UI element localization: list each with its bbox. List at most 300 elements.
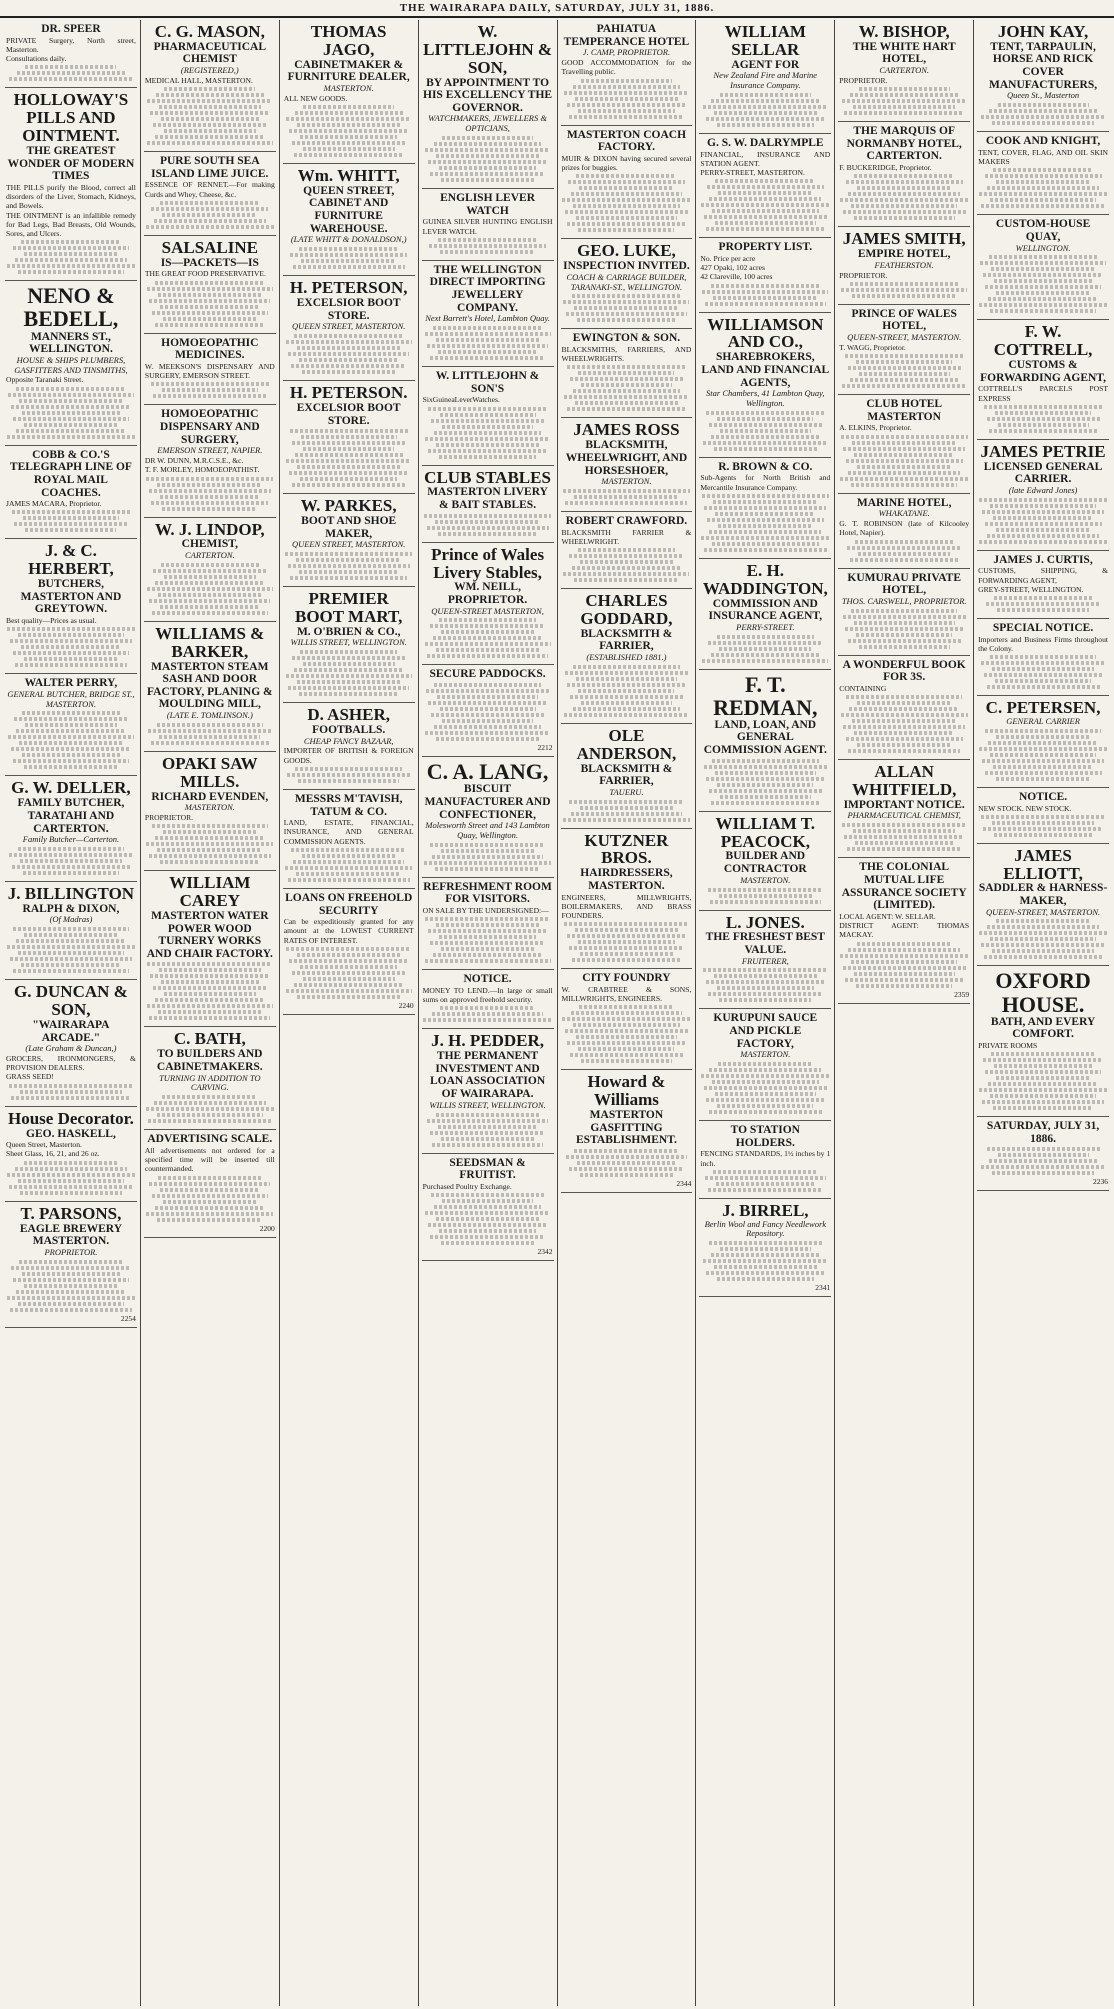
- advertisement: [5, 980, 137, 1106]
- small-print-line: [993, 765, 1093, 769]
- ad-body-text: Sheet Glass, 16, 21, and 26 oz.: [6, 1149, 100, 1159]
- small-print-line: [994, 1064, 1093, 1068]
- small-print-line: [856, 633, 952, 637]
- newspaper-page: [0, 18, 1114, 2006]
- small-print-line: [19, 741, 123, 745]
- ad-body-text: IMPORTER OF BRITISH & FOREIGN GOODS.: [283, 746, 414, 765]
- small-print-line: [853, 829, 956, 833]
- small-print-line: [164, 575, 256, 579]
- advertisement: [144, 334, 276, 406]
- small-print-line: [432, 1143, 542, 1147]
- ad-title: L. JONES.: [725, 912, 805, 932]
- small-print-line: [155, 998, 264, 1002]
- small-print-line: [7, 1173, 136, 1177]
- ad-heading: G. S. W. DALRYMPLE: [707, 136, 824, 149]
- ad-heading: AGENT FOR: [731, 58, 800, 71]
- small-print-line: [7, 264, 136, 268]
- ad-body-text: NEW STOCK. NEW STOCK.: [978, 803, 1072, 813]
- ad-subheading: THOS. CARSWELL, PROPRIETOR.: [841, 595, 967, 606]
- small-print-line: [158, 293, 262, 297]
- advertisement: [561, 724, 693, 829]
- small-print-line: [149, 599, 270, 603]
- small-print-line: [980, 261, 1106, 265]
- small-print-line: [16, 387, 125, 391]
- small-print-line: [578, 1047, 674, 1051]
- small-print-line: [998, 423, 1089, 427]
- small-print-line: [987, 925, 1099, 929]
- ad-subheading: COACH & CARRIAGE BUILDER, TARANAKI-ST., WELLINGTON.: [566, 271, 687, 292]
- small-print-line: [979, 498, 1106, 502]
- small-print-line: [288, 564, 410, 568]
- ad-heading: BUTCHERS, MASTERTON AND GREYTOWN.: [20, 578, 122, 616]
- small-print-line: [159, 968, 262, 972]
- small-print-line: [427, 344, 548, 348]
- small-print-line: [296, 558, 401, 562]
- small-print-line: [295, 111, 403, 115]
- ad-body-text: G. T. ROBINSON (late of Kilcooley Hotel, Napier).: [839, 519, 970, 538]
- small-print-line: [986, 602, 1100, 606]
- ad-heading: SHAREBROKERS, LAND AND FINANCIAL AGENTS,: [701, 351, 830, 389]
- ad-body-text: FENCING STANDARDS, 1½ inches by 1 inch.: [700, 1149, 831, 1168]
- small-print-line: [569, 1167, 685, 1171]
- ad-heading: THE PERMANENT INVESTMENT AND LOAN ASSOCIATION OF WAIRARAPA.: [429, 1050, 546, 1101]
- small-print-line: [572, 566, 681, 570]
- small-print-line: [981, 204, 1104, 208]
- small-print-line: [850, 93, 958, 97]
- advertisement: [5, 674, 137, 776]
- small-print-line: [18, 847, 124, 851]
- ad-title: H. PETERSON.: [289, 383, 408, 403]
- small-print-line: [164, 87, 255, 91]
- small-print-line: [985, 1070, 1101, 1074]
- small-print-line: [440, 250, 535, 254]
- small-print-line: [567, 222, 685, 226]
- small-print-line: [20, 1090, 123, 1094]
- ad-heading: BISCUIT MANUFACTURER AND CONFECTIONER,: [424, 783, 551, 821]
- small-print-line: [578, 940, 675, 944]
- small-print-line: [439, 618, 536, 622]
- small-print-line: [996, 777, 1091, 781]
- ad-body-text: W. MEEKSON'S DISPENSARY AND SURGERY, EMERSON STREET.: [144, 361, 275, 381]
- small-print-line: [162, 213, 257, 217]
- small-print-line: [848, 749, 960, 753]
- small-print-line: [564, 395, 689, 399]
- ad-heading: MASTERTON WATER POWER WOOD TURNERY WORKS AND CHAIR FACTORY.: [146, 909, 273, 960]
- small-print-line: [160, 305, 259, 309]
- small-print-line: [993, 168, 1093, 172]
- ad-title: CLUB STABLES: [424, 467, 551, 487]
- advertisement: [422, 1029, 554, 1153]
- column-3: [280, 20, 419, 2006]
- small-print-line: [153, 986, 267, 990]
- small-print-line: [854, 731, 954, 735]
- small-print-line: [157, 1113, 263, 1117]
- advertisement: [838, 858, 970, 1003]
- small-print-line: [581, 383, 672, 387]
- small-print-line: [717, 1104, 813, 1108]
- small-print-line: [7, 945, 134, 949]
- small-print-line: [24, 765, 118, 769]
- advertisement: [422, 367, 554, 466]
- column-5: [558, 20, 697, 2006]
- small-print-line: [983, 827, 1102, 831]
- small-print-line: [856, 984, 952, 988]
- small-print-line: [425, 731, 550, 735]
- small-print-line: [10, 639, 132, 643]
- small-print-line: [985, 285, 1101, 289]
- small-print-line: [153, 569, 267, 573]
- advertisement: [283, 20, 415, 164]
- ad-title: NENO & BEDELL,: [23, 283, 119, 332]
- small-print-line: [286, 117, 411, 121]
- ad-body-text: Importers and Business Firms throughout the Colony.: [978, 634, 1108, 653]
- small-print-line: [149, 299, 270, 303]
- small-print-line: [708, 992, 822, 996]
- small-print-line: [438, 238, 538, 242]
- small-print-line: [720, 93, 811, 97]
- advertisement: [283, 494, 415, 587]
- small-print-line: [13, 969, 130, 973]
- ad-title: C. G. MASON,: [154, 22, 265, 41]
- small-print-line: [576, 216, 677, 220]
- small-print-line: [996, 735, 1090, 739]
- small-print-line: [574, 306, 678, 310]
- advertisement: [977, 440, 1109, 551]
- small-print-line: [146, 477, 273, 481]
- small-print-line: [859, 372, 950, 376]
- small-print-line: [300, 965, 397, 969]
- ad-title: OPAKI SAW MILLS.: [162, 753, 258, 791]
- small-print-line: [994, 833, 1091, 837]
- ad-heading: EMPIRE HOTEL,: [857, 248, 951, 261]
- small-print-line: [715, 221, 816, 225]
- small-print-line: [436, 443, 539, 447]
- small-print-line: [849, 707, 959, 711]
- small-print-line: [857, 701, 951, 705]
- small-print-line: [851, 483, 957, 487]
- small-print-line: [717, 417, 813, 421]
- small-print-line: [9, 77, 134, 81]
- small-print-line: [162, 507, 257, 511]
- small-print-line: [149, 1016, 270, 1020]
- column-8: [974, 20, 1112, 2006]
- advertisement: [144, 1027, 276, 1130]
- small-print-line: [990, 504, 1095, 508]
- ad-heading: EXCELSIOR BOOT STORE.: [296, 401, 401, 427]
- small-print-line: [303, 977, 395, 981]
- small-print-line: [300, 477, 397, 481]
- ad-title: C. BATH,: [173, 1029, 246, 1049]
- ad-heading: BY APPOINTMENT TO HIS EXCELLENCY THE GOVERNOR.: [423, 76, 553, 114]
- small-print-line: [16, 429, 126, 433]
- small-print-line: [18, 1302, 123, 1306]
- small-print-line: [14, 717, 128, 721]
- ad-body-text: DISTRICT AGENT: THOMAS MACKAY.: [839, 921, 970, 940]
- small-print-line: [290, 429, 408, 433]
- small-print-line: [992, 1171, 1095, 1175]
- ad-subheading: Family Butcher—Carterton.: [22, 834, 120, 845]
- ad-body-text: CUSTOMS, SHIPPING, & FORWARDING AGENT,: [978, 566, 1108, 585]
- small-print-line: [297, 465, 400, 469]
- ad-body-text: Best quality—Prices as usual.: [6, 616, 97, 626]
- small-print-line: [12, 510, 130, 514]
- small-print-line: [711, 99, 819, 103]
- small-print-line: [706, 117, 825, 121]
- small-print-line: [155, 323, 265, 327]
- small-print-line: [151, 501, 268, 505]
- small-print-line: [436, 737, 539, 741]
- small-print-line: [846, 459, 963, 463]
- small-print-line: [578, 371, 674, 375]
- small-print-line: [848, 192, 960, 196]
- small-print-line: [25, 65, 116, 69]
- advertisement: [561, 126, 693, 240]
- small-print-line: [16, 729, 125, 733]
- ad-subheading: (Of Madras): [49, 914, 93, 925]
- ad-heading: CHEMIST,: [181, 538, 238, 551]
- small-print-line: [157, 848, 262, 852]
- ad-heading: R. BROWN & CO.: [718, 460, 813, 473]
- small-print-line: [295, 767, 401, 771]
- small-print-line: [292, 441, 405, 445]
- ad-heading: THE COLONIAL MUTUAL LIFE ASSURANCE SOCIETY (LIMITED).: [841, 861, 967, 912]
- small-print-line: [713, 500, 818, 504]
- advertisement: [699, 911, 831, 1010]
- small-print-line: [302, 370, 396, 374]
- small-print-line: [427, 654, 548, 658]
- small-print-line: [441, 1137, 535, 1141]
- ad-heading: SADDLER & HARNESS-MAKER,: [978, 882, 1108, 908]
- small-print-line: [146, 1212, 273, 1216]
- small-print-line: [428, 160, 547, 164]
- ad-body-text: No. Price per acre: [700, 253, 756, 263]
- ad-body-text: ESSENCE OF RENNET.—For making Curds and Whey, Cheese, &c.: [144, 180, 275, 199]
- small-print-line: [442, 136, 533, 140]
- small-print-line: [430, 941, 544, 945]
- small-print-line: [14, 522, 127, 526]
- small-print-line: [843, 966, 966, 970]
- ad-title: PREMIER BOOT MART,: [294, 589, 403, 626]
- small-print-line: [988, 741, 1098, 745]
- advertisement: [5, 446, 137, 540]
- small-print-line: [996, 180, 1091, 184]
- advertisement: [561, 329, 693, 418]
- small-print-line: [717, 986, 814, 990]
- ad-reference-number: 2240: [398, 1000, 414, 1010]
- small-print-line: [7, 435, 134, 439]
- ad-heading: ADVERTISING SCALE.: [147, 1133, 273, 1146]
- small-print-line: [720, 429, 811, 433]
- ad-title: House Decorator.: [7, 1108, 134, 1128]
- ad-title: J. BILLINGTON: [7, 883, 135, 903]
- ad-heading: PHARMACEUTICAL CHEMIST: [153, 40, 267, 66]
- advertisement: [838, 395, 970, 494]
- small-print-line: [859, 87, 950, 91]
- small-print-line: [299, 358, 398, 362]
- small-print-line: [436, 154, 539, 158]
- small-print-line: [158, 1176, 262, 1180]
- small-print-line: [21, 963, 121, 967]
- ad-heading: KURUPUNI SAUCE AND PICKLE FACTORY,: [713, 1012, 818, 1050]
- small-print-line: [581, 79, 672, 83]
- ad-title: WILLIAM T. PEACOCK,: [715, 813, 816, 851]
- small-print-line: [990, 1094, 1095, 1098]
- ad-body-text: A. ELKINS, Proprietor.: [839, 423, 912, 433]
- ad-subheading: MASTERTON.: [740, 874, 791, 885]
- small-print-line: [714, 447, 817, 451]
- small-print-line: [160, 1188, 259, 1192]
- ad-title: W. PARKES,: [300, 496, 397, 516]
- small-print-line: [433, 326, 542, 330]
- advertisement: [5, 20, 137, 88]
- ad-subheading: MASTERTON.: [740, 1049, 791, 1060]
- ad-body-text: THE OINTMENT is an infallible remedy for Bad Legs, Bad Breasts, Old Wounds, Sores, and Ulcers.: [6, 210, 136, 239]
- small-print-line: [24, 252, 119, 256]
- ad-heading: EAGLE BREWERY MASTERTON.: [19, 1222, 123, 1248]
- advertisement: [699, 1009, 831, 1121]
- small-print-line: [154, 1101, 266, 1105]
- advertisement: [977, 1117, 1109, 1191]
- small-print-line: [706, 980, 825, 984]
- ad-subheading: Queen St., Masterton: [1006, 90, 1080, 101]
- small-print-line: [842, 823, 967, 827]
- advertisement: [699, 1199, 831, 1297]
- small-print-line: [709, 789, 822, 793]
- ad-title: T. PARSONS,: [20, 1203, 122, 1223]
- ad-body-text: PERRY-STREET, MASTERTON.: [700, 168, 805, 177]
- ad-subheading: CARTERTON.: [184, 550, 235, 561]
- small-print-line: [847, 546, 961, 550]
- ad-heading: THE WELLINGTON DIRECT IMPORTING JEWELLERY COMPANY.: [429, 263, 546, 314]
- advertisement: [5, 281, 137, 445]
- advertisement: [561, 512, 693, 589]
- small-print-line: [286, 947, 411, 951]
- ad-heading: IS—PACKETS—IS: [160, 256, 259, 269]
- small-print-line: [575, 401, 678, 405]
- small-print-line: [294, 983, 403, 987]
- small-print-line: [853, 105, 956, 109]
- ad-heading: JAMES J. CURTIS,: [993, 553, 1093, 566]
- small-print-line: [439, 166, 536, 170]
- ad-subheading: (REGISTERED,): [180, 65, 239, 76]
- small-print-line: [714, 1265, 817, 1269]
- small-print-line: [11, 1096, 130, 1100]
- small-print-line: [719, 998, 811, 1002]
- small-print-line: [708, 888, 824, 892]
- small-print-line: [844, 111, 963, 115]
- small-print-line: [840, 477, 969, 481]
- small-print-line: [24, 423, 118, 427]
- small-print-line: [23, 871, 119, 875]
- small-print-line: [440, 1006, 535, 1010]
- small-print-line: [578, 228, 674, 232]
- small-print-line: [574, 1149, 678, 1153]
- ad-subheading: (ESTABLISHED 1881.): [586, 652, 667, 663]
- small-print-line: [439, 1229, 536, 1233]
- small-print-line: [20, 859, 121, 863]
- small-print-line: [159, 735, 260, 739]
- small-print-line: [851, 609, 957, 613]
- ad-title: OXFORD HOUSE.: [995, 968, 1091, 1017]
- ad-heading: GEO. HASKELL,: [26, 1127, 116, 1140]
- small-print-line: [290, 576, 407, 580]
- ad-heading: RICHARD EVENDEN,: [151, 790, 269, 803]
- small-print-line: [573, 389, 681, 393]
- ad-title: G. W. DELLER,: [11, 778, 131, 798]
- small-print-line: [428, 701, 546, 705]
- small-print-line: [702, 659, 828, 663]
- small-print-line: [301, 435, 397, 439]
- small-print-line: [990, 309, 1095, 313]
- small-print-line: [427, 1119, 548, 1123]
- small-print-line: [18, 633, 123, 637]
- small-print-line: [147, 1004, 273, 1008]
- small-print-line: [855, 540, 952, 544]
- ad-heading: SEEDSMAN & FRUITIST.: [449, 1156, 526, 1182]
- small-print-line: [709, 423, 822, 427]
- small-print-line: [164, 129, 256, 133]
- small-print-line: [294, 334, 403, 338]
- small-print-line: [570, 1053, 683, 1057]
- small-print-line: [11, 405, 132, 409]
- small-print-line: [148, 729, 271, 733]
- small-print-line: [430, 1131, 546, 1135]
- small-print-line: [426, 689, 549, 693]
- small-print-line: [575, 928, 678, 932]
- small-print-line: [288, 878, 410, 882]
- small-print-line: [573, 85, 681, 89]
- small-print-line: [303, 447, 394, 451]
- small-print-line: [15, 258, 127, 262]
- small-print-line: [855, 841, 952, 845]
- small-print-line: [991, 267, 1095, 271]
- small-print-line: [985, 174, 1102, 178]
- small-print-line: [854, 972, 955, 976]
- small-print-line: [148, 1119, 271, 1123]
- ad-subheading: GENERAL CARRIER: [1006, 716, 1080, 727]
- small-print-line: [21, 240, 121, 244]
- small-print-line: [857, 942, 952, 946]
- small-print-line: [441, 630, 533, 634]
- small-print-line: [425, 642, 551, 646]
- small-print-line: [162, 388, 258, 392]
- small-print-line: [13, 417, 129, 421]
- ad-heading: TO BUILDERS AND CABINETMAKERS.: [156, 1048, 263, 1073]
- ad-subheading: Berlin Wool and Fancy Needlework Repository.: [704, 1218, 827, 1239]
- advertisement: [5, 882, 137, 980]
- ad-body-text: GOOD ACCOMMODATION for the Travelling public.: [561, 58, 692, 77]
- small-print-line: [711, 1253, 819, 1257]
- small-print-line: [292, 483, 406, 487]
- ad-body-text: COTTRELL'S PARCELS POST EXPRESS: [978, 384, 1108, 403]
- small-print-line: [164, 992, 256, 996]
- ad-heading: "WAIRARAPA ARCADE.": [32, 1018, 110, 1044]
- ad-heading: KUMURAU PRIVATE HOTEL,: [847, 571, 961, 597]
- ad-body-text: ALL NEW GOODS.: [283, 93, 348, 103]
- small-print-line: [434, 1205, 542, 1209]
- small-print-line: [581, 701, 672, 705]
- ad-title: Howard & Williams: [587, 1072, 666, 1110]
- small-print-line: [581, 1059, 672, 1063]
- small-print-line: [715, 179, 815, 183]
- small-print-line: [843, 210, 966, 214]
- small-print-line: [842, 384, 967, 388]
- small-print-line: [842, 99, 967, 103]
- small-print-line: [840, 198, 969, 202]
- small-print-line: [575, 97, 678, 101]
- ad-subheading: (Late Graham & Duncan,): [25, 1043, 117, 1054]
- small-print-line: [717, 123, 814, 127]
